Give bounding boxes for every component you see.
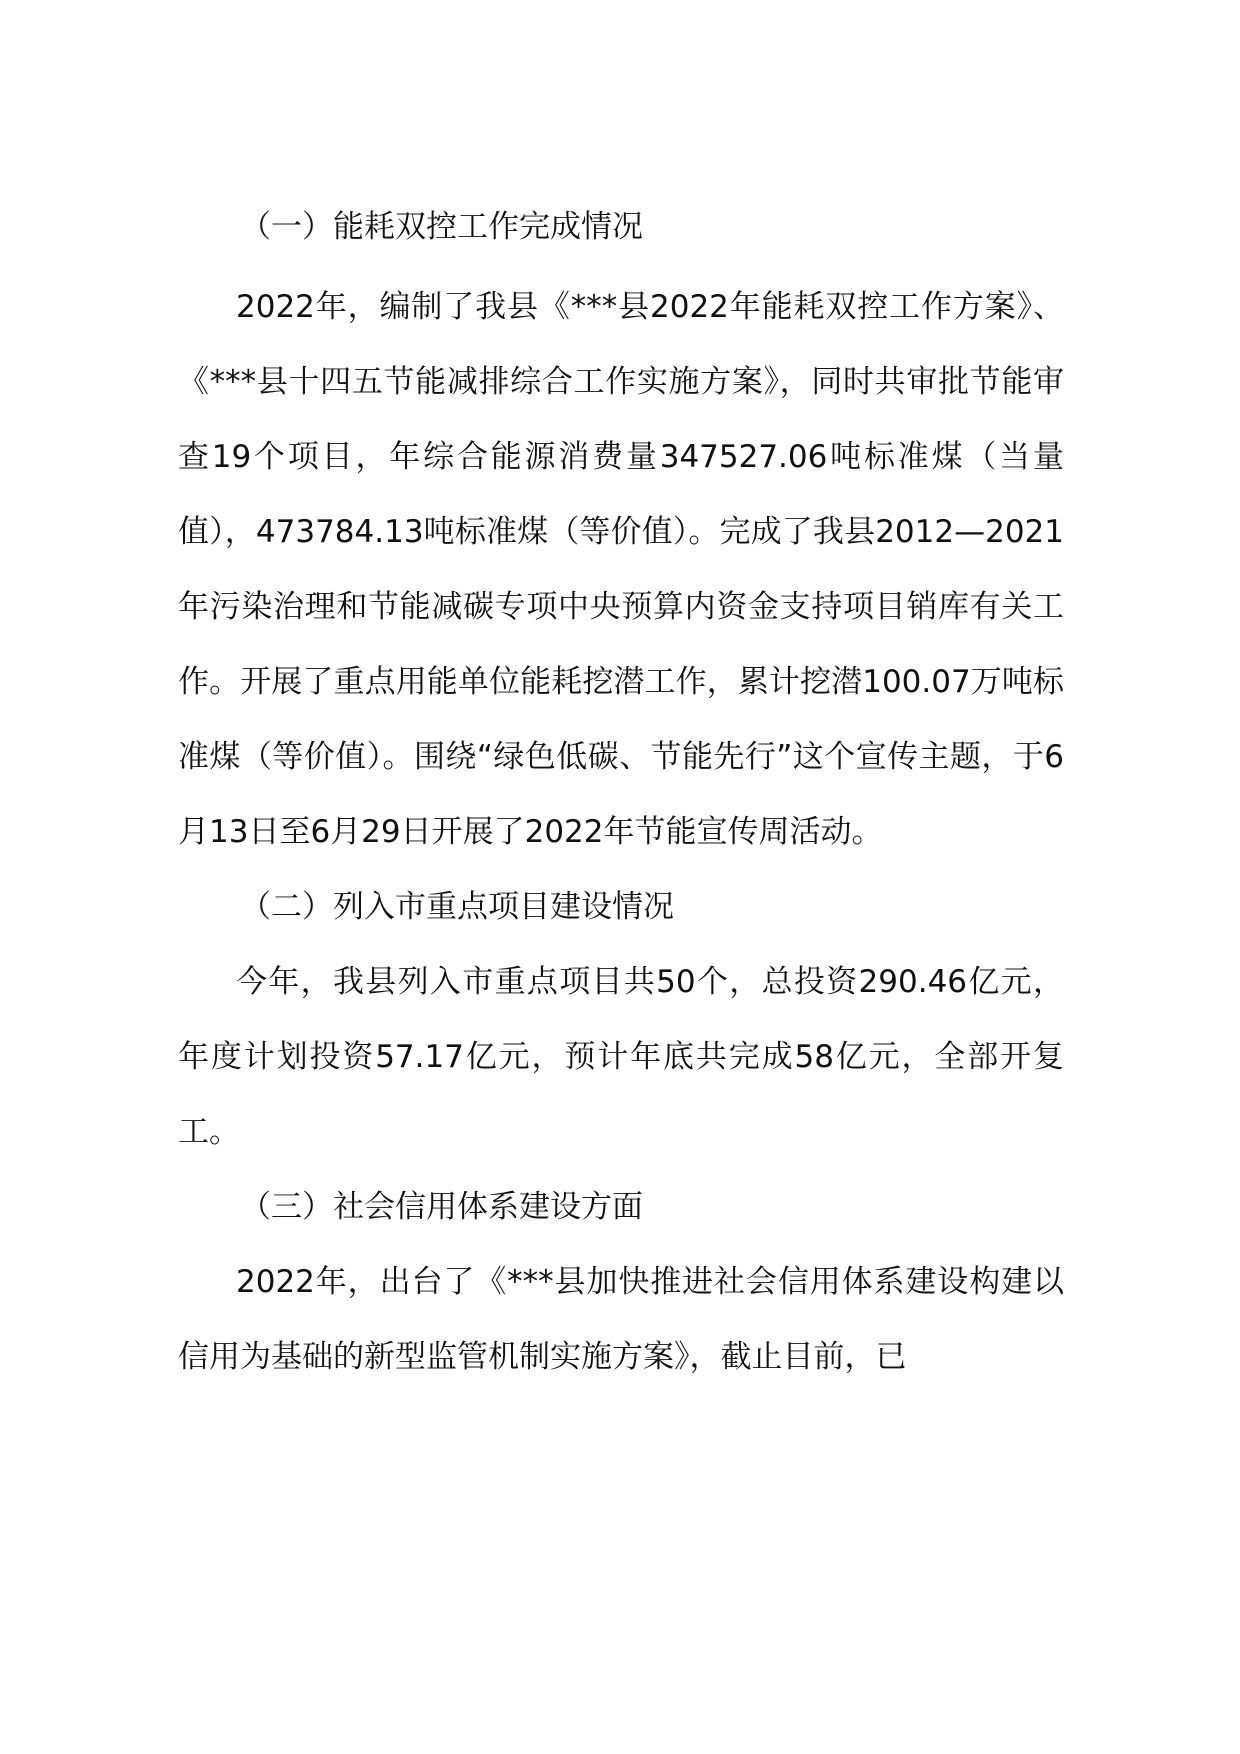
section-heading-2: （二）列入市重点项目建设情况 [240,889,674,925]
section-paragraph-1: 2022年，编制了我县《***县2022年能耗双控工作方案》、《***县十四五节能减排综合工作实施方案》，同时共审批节能审查19个项目，年综合能源消费量347527.06吨标准煤（当量值），473784.13吨标准煤（等价值）。完成了我县2012—2021年污染治理和节能减碳专项中央预算内资金支持项目销库有关工作。开展了重点用能单位能耗挖潜工作，累计挖潜100.07万吨标准煤（等价值）。围绕“绿色低碳、节能先行”这个宣传主题，于6月13日至6月29日开展了2022年节能宣传周活动。 [178,289,1064,850]
section-heading-1: （一）能耗双控工作完成情况 [240,209,643,245]
document-body [178,190,1064,1395]
section-paragraph-3: 2022年，出台了《***县加快推进社会信用体系建设构建以信用为基础的新型监管机制实施方案》，截止目前，已 [178,1264,1064,1375]
section-heading-3: （三）社会信用体系建设方面 [240,1189,643,1225]
section-paragraph-2: 今年，我县列入市重点项目共50个，总投资290.46亿元，年度计划投资57.17亿元，预计年底共完成58亿元，全部开复工。 [178,964,1064,1150]
